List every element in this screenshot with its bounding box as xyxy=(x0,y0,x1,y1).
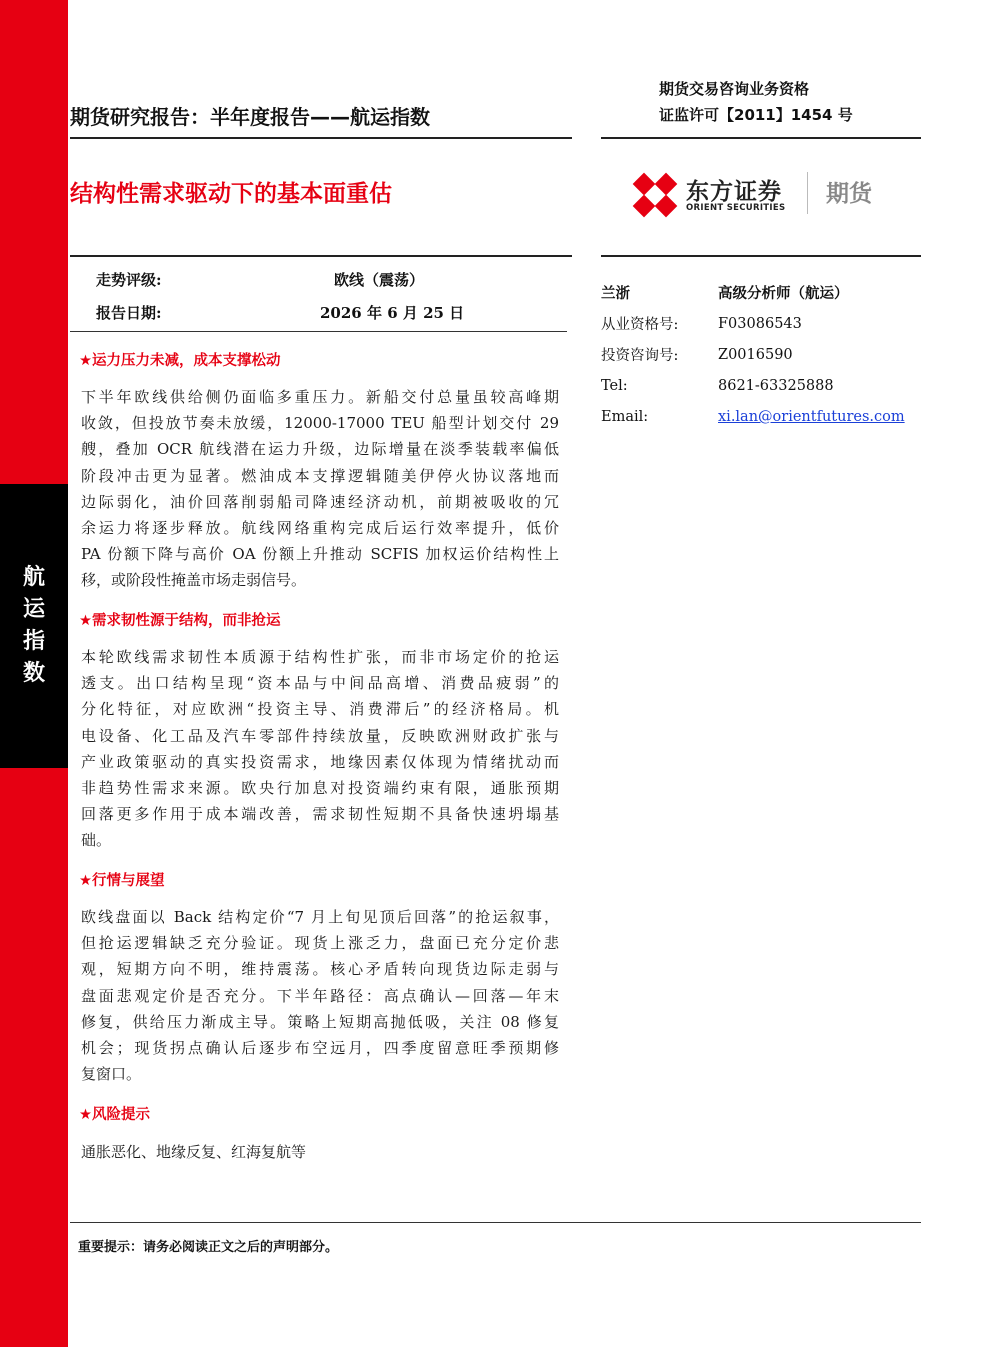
orient-securities-logo xyxy=(632,170,882,220)
paragraph-line: 下半年欧线供给侧仍面临多重压力。新船交付总量虽较高峰期 xyxy=(81,388,559,406)
section-heading: ★行情与展望 xyxy=(79,873,165,889)
license-line-1: 期货交易咨询业务资格 xyxy=(659,80,810,98)
qualification-number: F03086543 xyxy=(718,316,802,332)
section-heading: ★需求韧性源于结构，而非抢运 xyxy=(79,613,281,629)
category-char: 指 xyxy=(22,629,45,654)
meta-top-rule xyxy=(70,255,572,257)
rating-label: 走势评级: xyxy=(96,271,162,289)
category-label xyxy=(0,562,68,690)
paragraph-line: 透支。出口结构呈现“资本品与中间品高增、消费品疲弱”的 xyxy=(81,674,559,693)
category-char: 航 xyxy=(22,565,45,590)
paragraph-line: 艘，叠加 OCR 航线潜在运力升级，边际增量在淡季装载率偏低 xyxy=(81,440,559,459)
paragraph-line: 础。 xyxy=(81,831,112,850)
paragraph-line: 分化特征，对应欧洲“投资主导、消费滞后”的经济格局。机 xyxy=(81,700,559,719)
paragraph-line: 收敛，但投放节奏未放缓，12000-17000 TEU 船型计划交付 29 xyxy=(81,414,559,433)
consult-number: Z0016590 xyxy=(718,347,793,363)
paragraph-line: 机会；现货拐点确认后逐步布空远月，四季度留意旺季预期修 xyxy=(81,1038,559,1057)
paragraph-line: 回落更多作用于成本端改善，需求韧性短期不具备快速坍塌基 xyxy=(81,805,559,824)
title-rule xyxy=(70,137,572,139)
section-paragraph xyxy=(81,384,559,594)
analyst-name: 兰浙 xyxy=(601,285,630,302)
footer-rule xyxy=(70,1222,921,1223)
qualification-label: 从业资格号: xyxy=(601,317,679,333)
email-label: Email: xyxy=(601,409,649,425)
report-date-value: 2026 年 6 月 25 日 xyxy=(320,304,465,322)
paragraph-line: 盘面悲观定价是否充分。下半年路径：高点确认—回落—年末 xyxy=(81,986,559,1005)
license-line-2: 证监许可【2011】1454 号 xyxy=(659,106,853,124)
section-paragraph xyxy=(81,904,559,1087)
report-title: 期货研究报告：半年度报告——航运指数 xyxy=(70,105,430,129)
paragraph-line: 修复，供给压力渐成主导。策略上短期高抛低吸，关注 08 修复 xyxy=(81,1012,559,1031)
paragraph-line: 通胀恶化、地缘反复、红海复航等 xyxy=(81,1143,307,1161)
paragraph-line: 余运力将逐步释放。航线网络重构完成后运行效率提升，低价 xyxy=(81,518,559,537)
report-subtitle: 结构性需求驱动下的基本面重估 xyxy=(70,181,392,207)
paragraph-line: 产业政策驱动的真实投资需求，地缘因素仅体现为情绪扰动而 xyxy=(81,752,559,771)
report-date-label: 报告日期: xyxy=(96,304,162,322)
paragraph-line: 阶段冲击更为显著。燃油成本支撑逻辑随美伊停火协议落地而 xyxy=(81,466,559,485)
paragraph-line: 非趋势性需求来源。欧央行加息对投资端约束有限，通胀预期 xyxy=(81,778,559,797)
tel-value: 8621-63325888 xyxy=(718,378,834,394)
important-notice: 重要提示：请务必阅读正文之后的声明部分。 xyxy=(78,1240,339,1255)
paragraph-line: 移，或阶段性掩盖市场走弱信号。 xyxy=(81,571,307,590)
paragraph-line: 但抢运逻辑缺乏充分验证。现货上涨乏力，盘面已充分定价悲 xyxy=(81,934,559,953)
rating-value: 欧线（震荡） xyxy=(334,271,425,289)
tel-label: Tel: xyxy=(601,378,628,394)
orient-logo-icon xyxy=(632,172,678,218)
license-rule xyxy=(601,137,921,139)
consult-label: 投资咨询号: xyxy=(601,348,679,364)
paragraph-line: 观，短期方向不明，维持震荡。核心矛盾转向现货边际走弱与 xyxy=(81,960,559,979)
analyst-title: 高级分析师（航运） xyxy=(718,285,849,302)
paragraph-line: PA 份额下降与高价 OA 份额上升推动 SCFIS 加权运价结构性上 xyxy=(81,545,559,564)
paragraph-line: 电设备、化工品及汽车零部件持续放量，反映欧洲财政扩张与 xyxy=(81,726,559,745)
email-value[interactable] xyxy=(718,409,905,425)
section-paragraph xyxy=(81,1139,559,1165)
analyst-top-rule xyxy=(601,255,921,257)
section-heading: ★运力压力未减，成本支撑松动 xyxy=(79,353,281,369)
logo-chinese-name: 东方证券 xyxy=(686,179,782,205)
paragraph-line: 欧线盘面以 Back 结构定价“7 月上旬见顶后回落”的抢运叙事， xyxy=(81,908,559,926)
email-link[interactable]: xi.lan@orientfutures.com xyxy=(718,409,905,425)
category-char: 运 xyxy=(22,597,45,622)
paragraph-line: 复窗口。 xyxy=(81,1065,142,1084)
paragraph-line: 边际弱化，油价回落削弱船司降速经济动机，前期被吸收的冗 xyxy=(81,492,559,511)
category-char: 数 xyxy=(22,661,45,686)
logo-english-name: ORIENT SECURITIES xyxy=(686,203,786,213)
logo-futures-text: 期货 xyxy=(826,181,872,207)
section-heading: ★风险提示 xyxy=(79,1107,150,1123)
section-paragraph xyxy=(81,644,559,854)
meta-bottom-rule xyxy=(70,331,567,332)
paragraph-line: 本轮欧线需求韧性本质源于结构性扩张，而非市场定价的抢运 xyxy=(81,648,559,666)
logo-separator xyxy=(807,172,808,214)
